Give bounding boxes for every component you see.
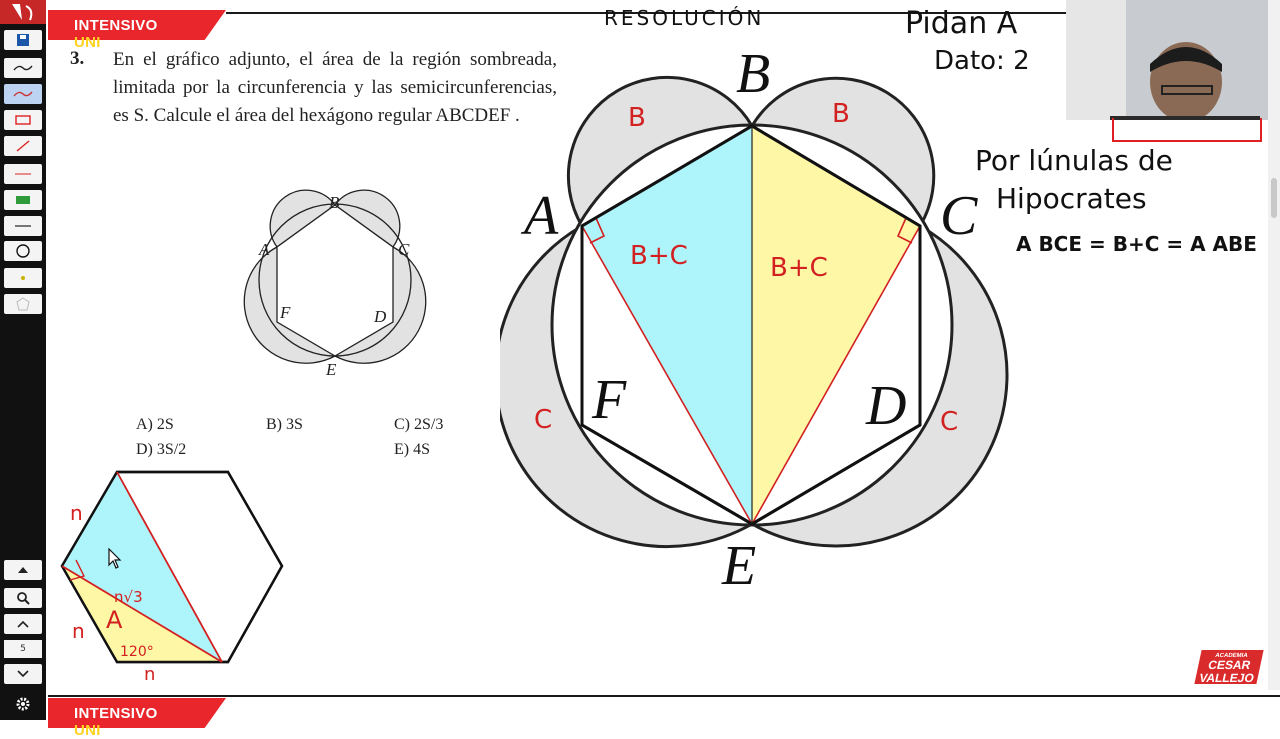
- footer-rule: [48, 695, 1280, 697]
- red-annotation-box: [1112, 118, 1262, 142]
- resolution-title: RESOLUCIÓN: [604, 6, 765, 30]
- sketch-diagonal: n√3: [114, 588, 143, 606]
- scrollbar-thumb[interactable]: [1271, 178, 1277, 218]
- dato-note: Dato: 2: [934, 46, 1030, 76]
- freehand-pen-icon[interactable]: [4, 58, 42, 78]
- footer-brand-main: INTENSIVO: [74, 705, 158, 722]
- chevron-up-icon[interactable]: [4, 614, 42, 634]
- main-label-f: F: [592, 369, 627, 431]
- main-label-e: E: [722, 535, 757, 597]
- annotation-toolbar: [0, 0, 46, 720]
- webcam-video: [1066, 0, 1280, 120]
- polygon-tool-icon[interactable]: [4, 294, 42, 314]
- option-e: E) 4S: [394, 441, 430, 458]
- circle-tool-icon[interactable]: [4, 241, 42, 261]
- small-label-e: E: [326, 360, 337, 379]
- vertical-scrollbar[interactable]: [1268, 0, 1280, 690]
- problem-statement: En el gráfico adjunto, el área de la región sombreada, limitada por la circunferencia y las semicircunferencias, es S. Calcule el área del hexágono regular ABCDEF .: [113, 49, 557, 126]
- app-logo: [0, 0, 46, 24]
- sketch-area: A: [106, 606, 123, 634]
- page-number: 5: [4, 640, 42, 658]
- lune-label-top-left: B: [628, 103, 646, 133]
- small-label-b: B: [329, 193, 340, 212]
- area-formula: A BCE = B+C = A ABE: [1016, 232, 1257, 256]
- small-label-a: A: [259, 240, 270, 259]
- chevron-down-icon[interactable]: [4, 664, 42, 684]
- highlighter-icon[interactable]: [4, 84, 42, 104]
- lunulas-note-line2: Hipocrates: [996, 182, 1147, 215]
- triangle-label-abe: B+C: [630, 241, 688, 271]
- small-label-c: C: [398, 240, 410, 259]
- text-box-icon[interactable]: [4, 190, 42, 210]
- lune-label-right: C: [940, 407, 959, 437]
- main-label-d: D: [866, 375, 907, 437]
- marker-icon[interactable]: [4, 268, 42, 288]
- sketch-side-bottom: n: [72, 619, 85, 643]
- gear-icon[interactable]: [4, 694, 42, 714]
- thin-line-icon[interactable]: [4, 164, 42, 184]
- line-tool-icon[interactable]: [4, 136, 42, 156]
- triangle-label-bce: B+C: [770, 253, 828, 283]
- main-label-b: B: [736, 43, 771, 105]
- small-hexagon-figure: [240, 185, 440, 385]
- mouse-cursor-icon: [108, 548, 122, 570]
- small-label-d: D: [374, 307, 387, 326]
- cesar-vallejo-logo: [1194, 650, 1263, 684]
- main-label-a: A: [524, 185, 559, 247]
- option-b: B) 3S: [266, 416, 303, 433]
- problem-number: 3.: [70, 48, 85, 69]
- logo-line2: CESAR: [1206, 658, 1252, 672]
- zoom-icon[interactable]: [4, 588, 42, 608]
- logo-line1: ACADEMIA: [1214, 653, 1249, 659]
- lunulas-note-line1: Por lúnulas de: [975, 144, 1173, 177]
- brand-main: INTENSIVO: [74, 17, 158, 34]
- option-c: C) 2S/3: [394, 416, 444, 433]
- footer-brand-text: [74, 705, 158, 739]
- lune-label-top-right: B: [832, 99, 850, 129]
- option-a: A) 2S: [136, 416, 174, 433]
- footer-brand-accent: UNI: [74, 722, 101, 739]
- brand-accent: UNI: [74, 34, 101, 51]
- hexagon-sketch: [56, 466, 296, 686]
- sketch-angle: 120°: [120, 644, 154, 660]
- rectangle-tool-icon[interactable]: [4, 110, 42, 130]
- sketch-side-top: n: [70, 501, 83, 525]
- arrow-tool-icon[interactable]: [4, 216, 42, 236]
- lune-label-left: C: [534, 405, 553, 435]
- page-up-icon[interactable]: [4, 560, 42, 580]
- main-hexagon-figure: [500, 40, 1020, 600]
- save-icon[interactable]: [4, 30, 42, 50]
- small-label-f: F: [280, 303, 291, 322]
- option-d: D) 3S/2: [136, 441, 187, 458]
- sketch-side-base: n: [144, 664, 156, 685]
- main-label-c: C: [940, 185, 978, 247]
- logo-line3: VALLEJO: [1197, 671, 1256, 685]
- pidan-note: Pidan A: [905, 6, 1018, 41]
